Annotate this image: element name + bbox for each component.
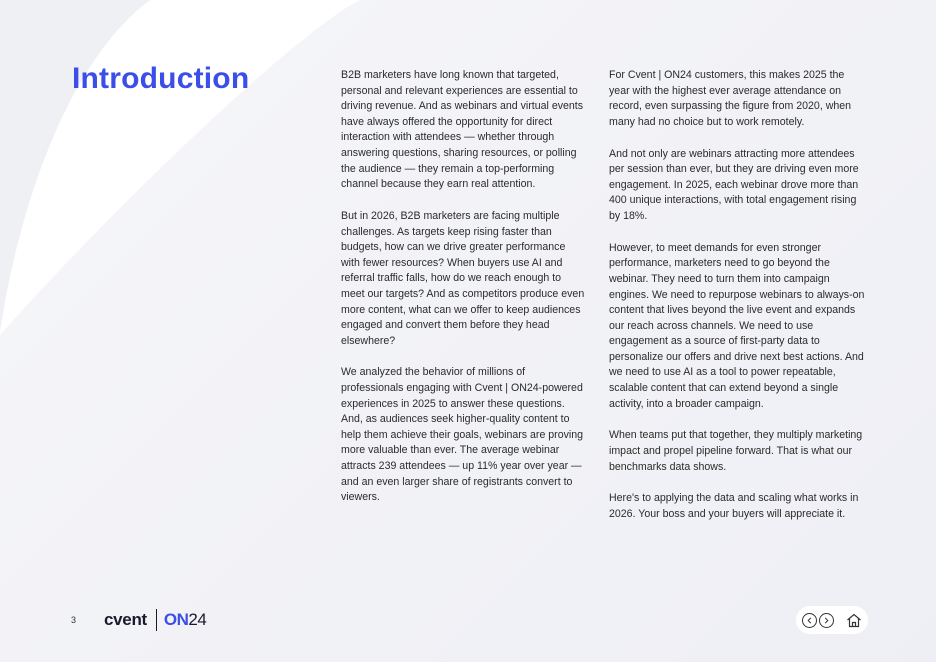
paragraph: And not only are webinars attracting more attendees per session than ever, but they are driving even more engagement. In 2025, each webinar drove more than 400 unique interactions, with total engagement rising by 18%. [609, 147, 859, 222]
cvent-logo: cvent [104, 610, 147, 629]
body-column-left [341, 68, 585, 522]
logo-divider [156, 609, 157, 631]
on24-logo-on: ON [163, 610, 189, 629]
paragraph: For Cvent | ON24 customers, this makes 2025 the year with the highest ever average attendance on record, even surpassing the figure from 2020, when many had no choice but to work remotely. [609, 69, 852, 128]
page-navigation [796, 606, 868, 634]
next-page-button[interactable] [819, 613, 834, 628]
home-icon [846, 613, 862, 628]
page-number: 3 [71, 615, 77, 625]
home-button[interactable] [845, 611, 863, 629]
previous-page-button[interactable] [802, 613, 817, 628]
chevron-right-icon [823, 617, 830, 624]
page-title: Introduction [72, 62, 250, 95]
chevron-left-icon [806, 617, 813, 624]
on24-logo [164, 610, 206, 630]
paragraph: But in 2026, B2B marketers are facing multiple challenges. As targets keep rising faster than budgets, how can we drive greater performance with fewer resources? When buyers use AI and referral traffic falls, how do we reach enough to meet our targets? And as competitors produce even more content, what can we offer to keep audiences engaged and convert them before they head elsewhere? [341, 209, 585, 347]
paragraph: We analyzed the behavior of millions of professionals engaging with Cvent | ON24-powered experiences in 2025 to answer these questions. And, as audiences seek higher-quality content to help them achieve their goals, webinars are proving more valuable than ever. The average webinar attracts 239 attendees — up 11% year over year — and an even larger share of registrants convert to viewers. [341, 366, 584, 504]
paragraph: When teams put that together, they multiply marketing impact and propel pipeline forward. That is what our benchmarks data shows. [609, 429, 863, 473]
paragraph: B2B marketers have long known that targeted, personal and relevant experiences are essential to driving revenue. And as webinars and virtual events have always offered the opportunity for direct interaction with attendees — whether through answering questions, sharing resources, or polling the audience — they remain a top-performing channel because they earn real attention. [341, 69, 584, 191]
on24-logo-num: 24 [188, 610, 207, 629]
cvent-on24-logo [104, 607, 206, 633]
body-column-right [609, 68, 867, 539]
paragraph: However, to meet demands for even stronger performance, marketers need to go beyond the webinar. They need to turn them into campaign engines. We need to repurpose webinars to always-on content that lives beyond the live event and expands our reach across channels. We need to use engagement as a source of first-party data to personalize our offers and drive next best actions. And we need to use AI as a tool to power repeatable, scalable content that can extend beyond a single activity, into a broader campaign. [609, 241, 865, 410]
paragraph: Here's to applying the data and scaling what works in 2026. Your boss and your buyers will appreciate it. [609, 492, 859, 520]
